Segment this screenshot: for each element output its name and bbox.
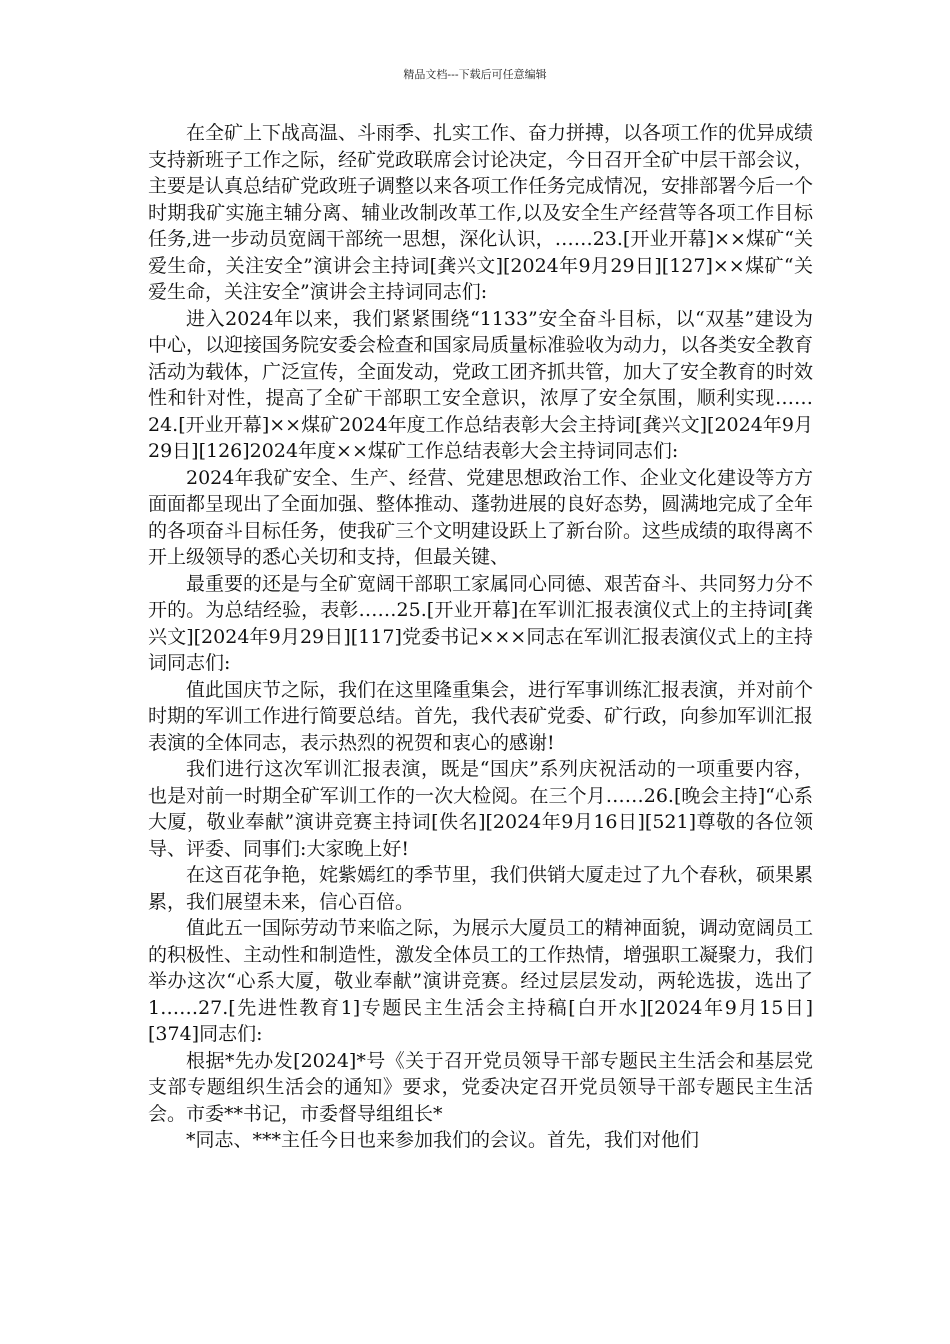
page-header: 精品文档---下载后可任意编辑 [403, 68, 547, 81]
document-body [148, 120, 813, 1154]
paragraph: 在全矿上下战高温、斗雨季、扎实工作、奋力拼搏，以各项工作的优异成绩支持新班子工作之际，经矿党政联席会讨论决定，今日召开全矿中层干部会议，主要是认真总结矿党政班子调整以来各项工作任务完成情况，安排部署今后一个时期我矿实施主辅分离、辅业改制改革工作,以及安全生产经营等各项工作目标任务,进一步动员宽阔干部统一思想，深化认识，……23.[开业开幕]××煤矿“关爱生命，关注安全”演讲会主持词[龚兴文][2024年9月29日][127]××煤矿“关爱生命，关注安全”演讲会主持词同志们: [148, 122, 814, 303]
paragraph: 2024年我矿安全、生产、经营、党建思想政治工作、企业文化建设等方方面面都呈现出了全面加强、整体推动、蓬勃进展的良好态势，圆满地完成了全年的各项奋斗目标任务，使我矿三个文明建设跃上了新台阶。这些成绩的取得离不开上级领导的悉心关切和支持，但最关键、 [148, 466, 814, 568]
paragraph: 最重要的还是与全矿宽阔干部职工家属同心同德、艰苦奋斗、共同努力分不开的。为总结经验，表彰……25.[开业开幕]在军训汇报表演仪式上的主持词[龚兴文][2024年9月29日][117]党委书记×××同志在军训汇报表演仪式上的主持词同志们: [148, 572, 814, 674]
paragraph: 在这百花争艳，姹紫嫣红的季节里，我们供销大厦走过了九个春秋，硕果累累，我们展望未来，信心百倍。 [148, 864, 814, 913]
paragraph: 我们进行这次军训汇报表演，既是“国庆”系列庆祝活动的一项重要内容，也是对前一时期全矿军训工作的一次大检阅。在三个月……26.[晚会主持]“心系大厦，敬业奉献”演讲竞赛主持词[佚名][2024年9月16日][521]尊敬的各位领导、评委、同事们:大家晚上好! [148, 758, 813, 860]
paragraph: *同志、***主任今日也来参加我们的会议。首先，我们对他们 [186, 1129, 700, 1151]
paragraph: 值此国庆节之际，我们在这里隆重集会，进行军事训练汇报表演，并对前个时期的军训工作进行简要总结。首先，我代表矿党委、矿行政，向参加军训汇报表演的全体同志，表示热烈的祝贺和衷心的感谢! [148, 678, 814, 754]
paragraph: 值此五一国际劳动节来临之际，为展示大厦员工的精神面貌，调动宽阔员工的积极性、主动性和制造性，激发全体员工的工作热情，增强职工凝聚力，我们举办这次“心系大厦，敬业奉献”演讲竞赛。经过层层发动，两轮选拔，选出了1……27.[先进性教育1]专题民主生活会主持稿[白开水][2024年9月15日][374]同志们: [148, 917, 814, 1045]
paragraph: 根据*先办发[2024]*号《关于召开党员领导干部专题民主生活会和基层党支部专题组织生活会的通知》要求，党委决定召开党员领导干部专题民主生活会。市委**书记，市委督导组组长* [148, 1049, 813, 1125]
paragraph: 进入2024年以来，我们紧紧围绕“1133”安全奋斗目标，以“双基”建设为中心，以迎接国务院安委会检查和国家局质量标准验收为动力，以各类安全教育活动为载体，广泛宣传，全面发动，党政工团齐抓共管，加大了安全教育的时效性和针对性，提高了全矿干部职工安全意识，浓厚了安全氛围，顺利实现……24.[开业开幕]××煤矿2024年度工作总结表彰大会主持词[龚兴文][2024年9月29日][126]2024年度××煤矿工作总结表彰大会主持词同志们: [148, 307, 814, 462]
